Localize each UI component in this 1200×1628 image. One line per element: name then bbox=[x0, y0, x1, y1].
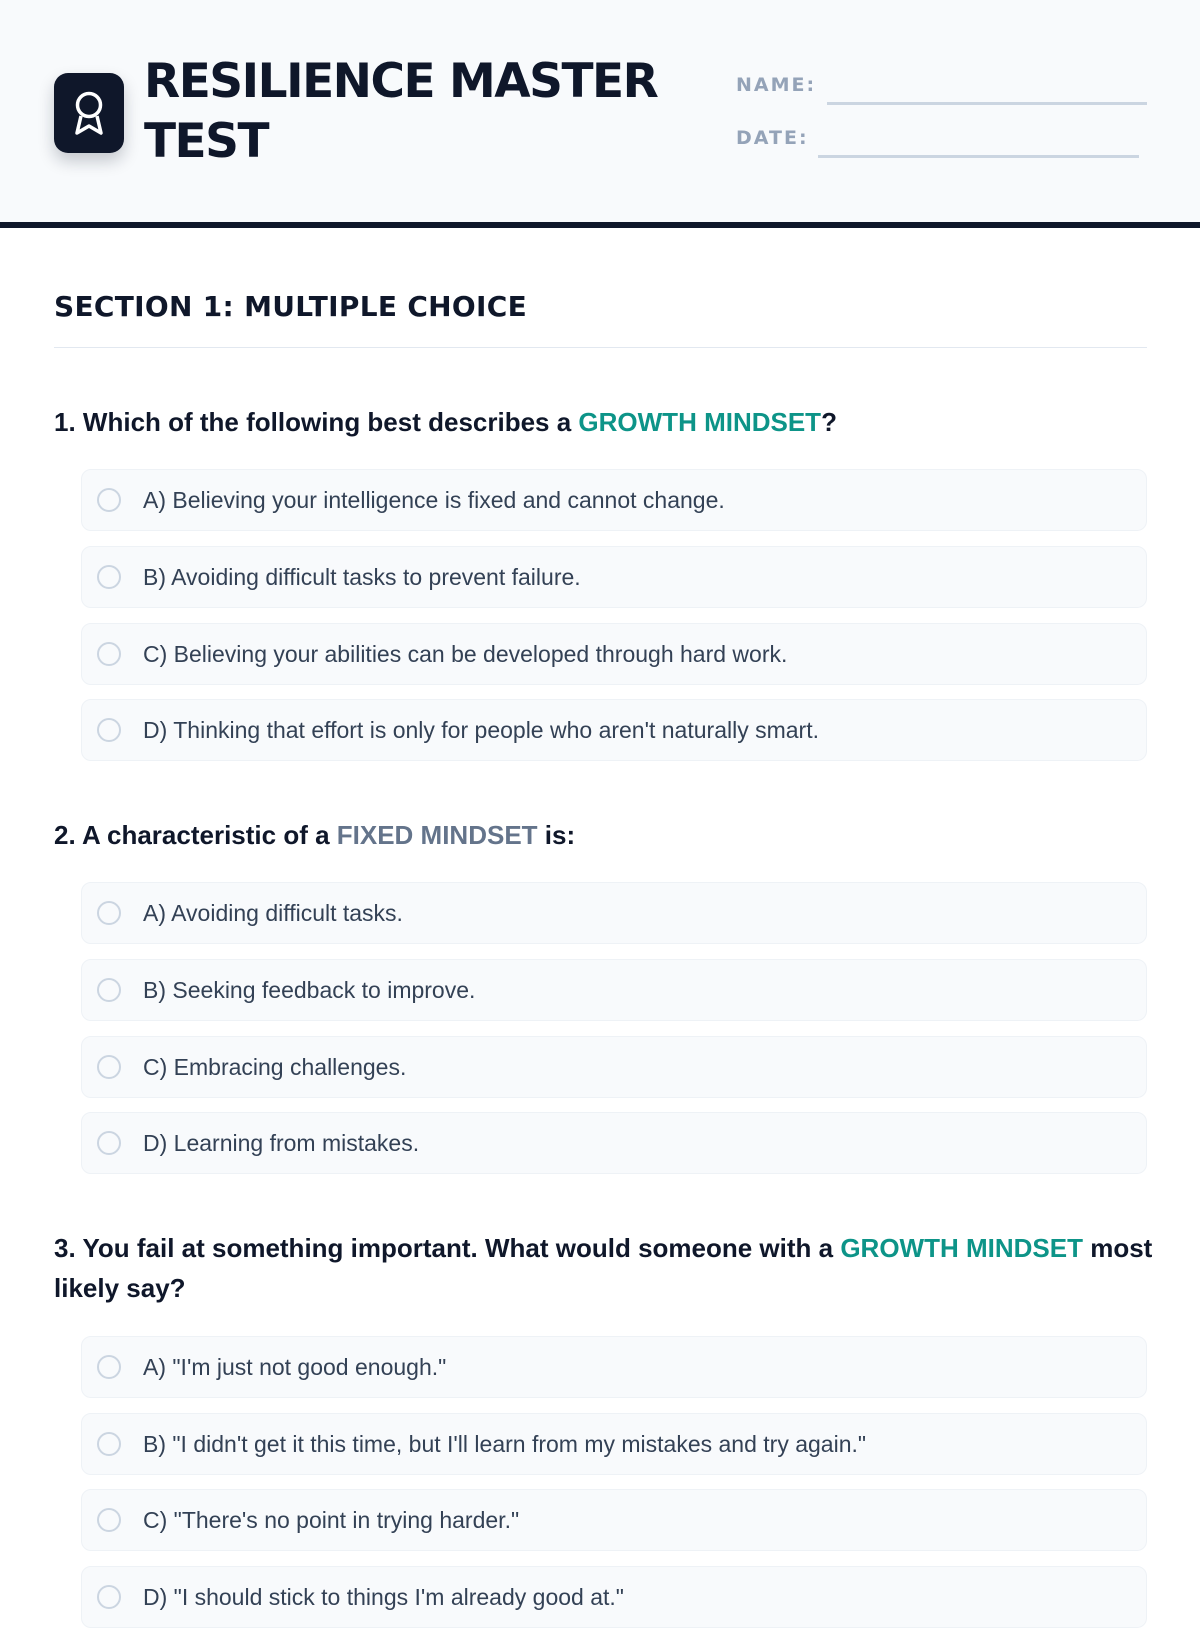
award-ribbon-icon bbox=[54, 73, 124, 153]
radio-button[interactable] bbox=[97, 1055, 121, 1079]
date-label: DATE: bbox=[736, 127, 809, 149]
option-2a[interactable] bbox=[81, 882, 1147, 944]
question-highlight: FIXED MINDSET bbox=[336, 820, 538, 850]
radio-button[interactable] bbox=[97, 1432, 121, 1456]
radio-button[interactable] bbox=[97, 1508, 121, 1532]
option-label: C) Embracing challenges. bbox=[143, 1054, 407, 1080]
option-label: B) Seeking feedback to improve. bbox=[143, 977, 476, 1003]
option-label: C) Believing your abilities can be developed through hard work. bbox=[143, 641, 788, 667]
question-text-end: ? bbox=[821, 407, 837, 437]
name-field[interactable] bbox=[827, 102, 1147, 105]
option-3a[interactable] bbox=[81, 1336, 1147, 1398]
option-3d[interactable] bbox=[81, 1566, 1147, 1628]
section-title: SECTION 1: MULTIPLE CHOICE bbox=[54, 290, 528, 323]
option-1b[interactable] bbox=[81, 546, 1147, 608]
option-2c[interactable] bbox=[81, 1036, 1147, 1098]
question-highlight: GROWTH MINDSET bbox=[840, 1233, 1083, 1263]
question-2 bbox=[54, 815, 1159, 855]
radio-button[interactable] bbox=[97, 978, 121, 1002]
option-label: D) Learning from mistakes. bbox=[143, 1130, 420, 1156]
question-text: A characteristic of a bbox=[81, 820, 337, 850]
option-label: B) "I didn't get it this time, but I'll learn from my mistakes and try again." bbox=[143, 1431, 867, 1457]
radio-button[interactable] bbox=[97, 1585, 121, 1609]
question-number: 1. bbox=[54, 407, 76, 437]
option-label: B) Avoiding difficult tasks to prevent failure. bbox=[143, 564, 581, 590]
question-number: 3. bbox=[54, 1233, 76, 1263]
option-3b[interactable] bbox=[81, 1413, 1147, 1475]
option-label: A) Avoiding difficult tasks. bbox=[143, 900, 403, 926]
test-header bbox=[0, 0, 1200, 228]
name-label: NAME: bbox=[736, 74, 817, 96]
question-number: 2. bbox=[54, 820, 76, 850]
radio-button[interactable] bbox=[97, 565, 121, 589]
test-title: RESILIENCE MASTER TEST bbox=[144, 54, 658, 169]
date-field[interactable] bbox=[818, 155, 1139, 158]
question-1 bbox=[54, 402, 1159, 442]
option-label: C) "There's no point in trying harder." bbox=[143, 1507, 520, 1533]
option-1d[interactable] bbox=[81, 699, 1147, 761]
radio-button[interactable] bbox=[97, 1131, 121, 1155]
question-highlight: GROWTH MINDSET bbox=[578, 407, 822, 437]
option-label: A) "I'm just not good enough." bbox=[143, 1354, 447, 1380]
question-text: Which of the following best describes a bbox=[82, 407, 579, 437]
radio-button[interactable] bbox=[97, 718, 121, 742]
option-1a[interactable] bbox=[81, 469, 1147, 531]
radio-button[interactable] bbox=[97, 488, 121, 512]
option-label: D) "I should stick to things I'm already good at." bbox=[143, 1584, 624, 1610]
option-label: D) Thinking that effort is only for people who aren't naturally smart. bbox=[143, 717, 819, 743]
question-text-end: most likely say? bbox=[54, 1233, 1153, 1303]
option-label: A) Believing your intelligence is fixed and cannot change. bbox=[143, 487, 725, 513]
option-2b[interactable] bbox=[81, 959, 1147, 1021]
option-1c[interactable] bbox=[81, 623, 1147, 685]
question-3 bbox=[54, 1228, 1159, 1308]
question-text: You fail at something important. What would someone with a bbox=[82, 1233, 841, 1263]
section-divider bbox=[54, 347, 1147, 348]
question-text-end: is: bbox=[537, 820, 576, 850]
option-2d[interactable] bbox=[81, 1112, 1147, 1174]
option-3c[interactable] bbox=[81, 1489, 1147, 1551]
radio-button[interactable] bbox=[97, 642, 121, 666]
radio-button[interactable] bbox=[97, 901, 121, 925]
radio-button[interactable] bbox=[97, 1355, 121, 1379]
